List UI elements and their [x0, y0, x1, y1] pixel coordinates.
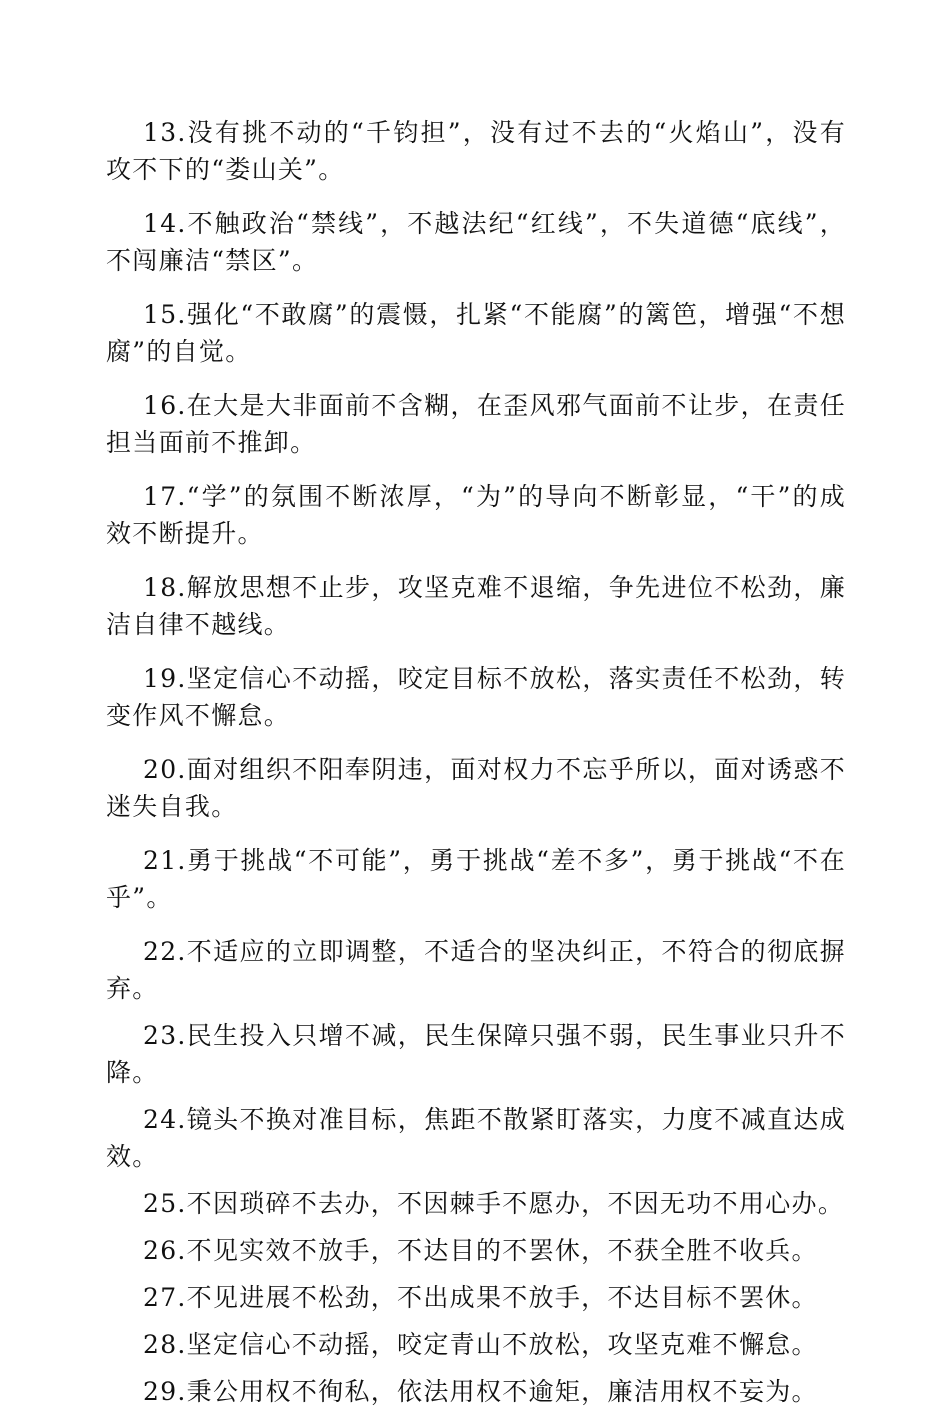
- list-item: 14.不触政治“禁线”，不越法纪“红线”，不失道德“底线”，不闯廉洁“禁区”。: [106, 209, 846, 275]
- list-item: 13.没有挑不动的“千钧担”，没有过不去的“火焰山”，没有攻不下的“娄山关”。: [106, 118, 846, 184]
- list-item: 19.坚定信心不动摇，咬定目标不放松，落实责任不松劲，转变作风不懈怠。: [106, 664, 846, 730]
- list-item: 15.强化“不敢腐”的震慑，扎紧“不能腐”的篱笆，增强“不想腐”的自觉。: [106, 300, 846, 366]
- list-item: 21.勇于挑战“不可能”，勇于挑战“差不多”，勇于挑战“不在乎”。: [106, 846, 846, 912]
- list-item: 22.不适应的立即调整，不适合的坚决纠正，不符合的彻底摒弃。: [106, 937, 846, 1003]
- list-item: 16.在大是大非面前不含糊，在歪风邪气面前不让步，在责任担当面前不推卸。: [106, 391, 846, 457]
- list-item: 27.不见进展不松劲，不出成果不放手，不达目标不罢休。: [143, 1283, 818, 1312]
- list-item: 18.解放思想不止步，攻坚克难不退缩，争先进位不松劲，廉洁自律不越线。: [106, 573, 846, 639]
- document-body: [106, 114, 846, 1420]
- list-item: 20.面对组织不阳奉阴违，面对权力不忘乎所以，面对诱惑不迷失自我。: [106, 755, 846, 821]
- list-item: 17.“学”的氛围不断浓厚，“为”的导向不断彰显，“干”的成效不断提升。: [106, 482, 846, 548]
- list-item: 29.秉公用权不徇私，依法用权不逾矩，廉洁用权不妄为。: [143, 1377, 818, 1406]
- list-item: 24.镜头不换对准目标，焦距不散紧盯落实，力度不减直达成效。: [106, 1105, 846, 1171]
- list-item: 28.坚定信心不动摇，咬定青山不放松，攻坚克难不懈怠。: [143, 1330, 818, 1359]
- list-item: 25.不因琐碎不去办，不因棘手不愿办，不因无功不用心办。: [143, 1189, 845, 1218]
- list-item: 26.不见实效不放手，不达目的不罢休，不获全胜不收兵。: [143, 1236, 818, 1265]
- list-item: 23.民生投入只增不减，民生保障只强不弱，民生事业只升不降。: [106, 1021, 846, 1087]
